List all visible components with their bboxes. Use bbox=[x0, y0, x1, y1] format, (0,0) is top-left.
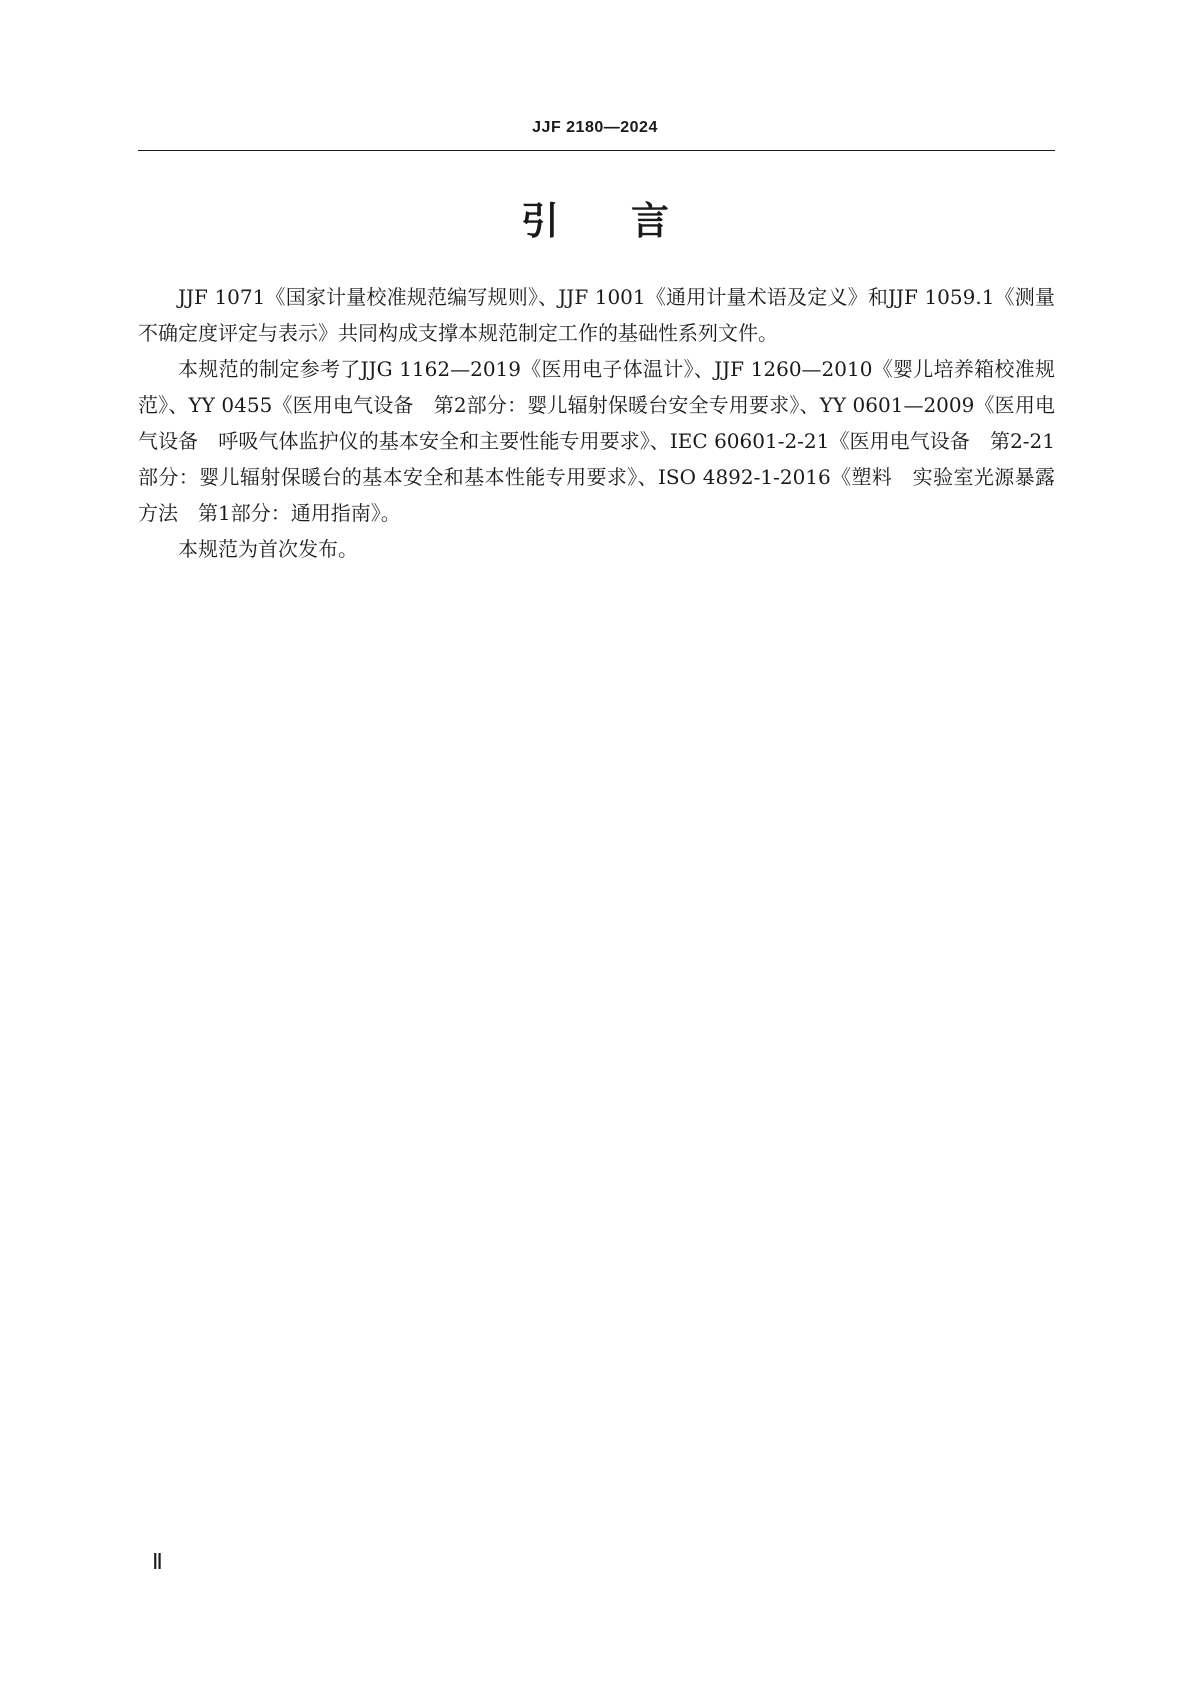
paragraph-first-release: 本规范为首次发布。 bbox=[178, 537, 358, 561]
page-number: Ⅱ bbox=[152, 1549, 163, 1574]
document-code: JJF 2180—2024 bbox=[532, 119, 658, 136]
body-text bbox=[138, 279, 1055, 567]
header-divider bbox=[138, 150, 1055, 151]
page-title: 引言 bbox=[520, 199, 741, 243]
paragraph-references: 本规范的制定参考了JJG 1162—2019《医用电子体温计》、JJF 1260—2010《婴儿培养箱校准规范》、YY 0455《医用电气设备 第2部分：婴儿辐射保暖台安全专用要求》、YY 0601—2009《医用电气设备 呼吸气体监护仪的基本安全和主要性能专用要求》、IEC 60601-2-21《医用电气设备 第2-21部分：婴儿辐射保暖台的基本安全和基本性能专用要求》、ISO 4892-1-2016《塑料 实验室光源暴露方法 第1部分：通用指南》。 bbox=[138, 357, 1055, 525]
paragraph-reference-documents: JJF 1071《国家计量校准规范编写规则》、JJF 1001《通用计量术语及定义》和JJF 1059.1《测量不确定度评定与表示》共同构成支撑本规范制定工作的基础性系列文件。 bbox=[138, 285, 1055, 345]
